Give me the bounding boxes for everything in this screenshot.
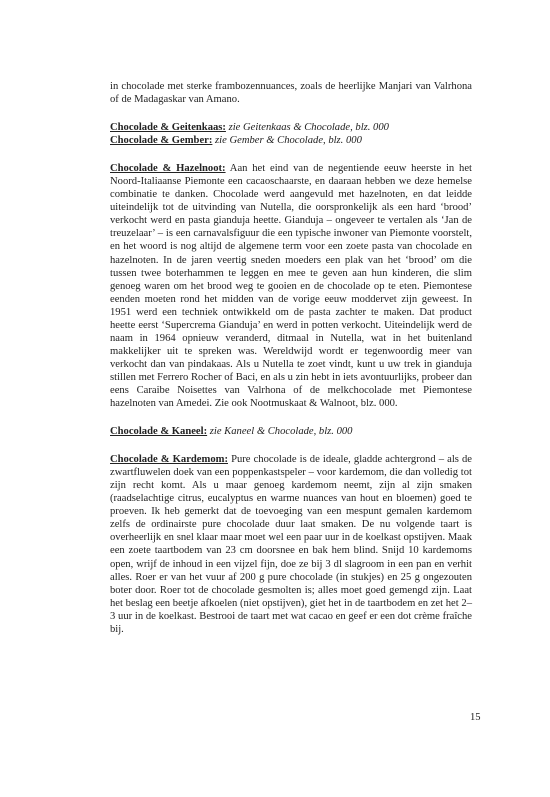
entry-kardemom: [110, 453, 472, 636]
entry-kaneel: [110, 425, 472, 438]
entry-term: Chocolade & Kardemom:: [110, 454, 228, 466]
entry-term: Chocolade & Hazelnoot:: [110, 163, 226, 175]
entry-geitenkaas: [110, 121, 472, 134]
paragraph-gap: [110, 410, 472, 425]
entry-term: Chocolade & Kaneel:: [110, 426, 208, 438]
entry-body: Aan het eind van de negentiende eeuw heerste in het Noord-Italiaanse Piemonte een cacaoschaarste, en daaraan hebben we deze hemelse combinatie te danken. Chocolade werd aangevuld met hazelnoten, en dat leidde uiteindelijk tot de uitvinding van Nutella, die oorspronkelijk als een hard ‘brood’ verkocht werd en pasta gianduja heette. Gianduja – ongeveer te vertalen als ‘Jan de treuzelaar’ – is een carnavalsfiguur die een typische inwoner van Piemonte voorstelt, en het woord is nog altijd de algemene term voor een zoete pasta van chocolade en hazelnoten. In de jaren veertig sneden moeders een plak van het ‘brood’ om die tussen twee boterhammen te leggen en mee te geven aan hun kinderen, die slim genoeg waren om het brood weg te gooien en de chocolade op te eten. Piemontese eenden moeten rond het midden van de vorige eeuw moddervet zijn geweest. In 1951 werd een techniek ontwikkeld om de pasta zachter te maken. Dat product heette eerst ‘Supercrema Gianduja’ en werd in potten verkocht. Uiteindelijk werd de naam in 1964 opnieuw veranderd, ditmaal in Nutella, wat in het buitenland makkelijker uit te spreken was. Wereldwijd wordt er tegenwoordig meer van verkocht dan van pindakaas. Als u Nutella te zoet vindt, kunt u uw trek in gianduja stillen met Ferrero Rocher of Baci, en als u zin hebt in iets avontuurlijks, probeer dan eens Caraibe Noisettes van Valrhona of de melkchocolade met Piemontese hazelnoten van Amedei. Zie ook Nootmuskaat & Walnoot, blz. 000.: [110, 163, 472, 410]
entry-hazelnoot: [110, 162, 472, 410]
entry-body: Pure chocolade is de ideale, gladde achtergrond – als de zwartfluwelen doek van een poppenkastspeler – voor kardemom, die dan volledig tot zijn recht komt. Als u maar genoeg kardemom neemt, zijn al zijn smaken (raadselachtige citrus, eucalyptus en warme nuances van hout en bloemen) goed te proeven. Ik heb gemerkt dat de toevoeging van een mespunt gemalen kardemom zelfs de ordinairste pure chocolade duur laat smaken. De nu volgende taart is overheerlijk en snel klaar maar moet wel een paar uur in de koelkast opstijven. Maak een zoete taartbodem van 23 cm doorsnee en bak hem blind. Snijd 10 kardemoms open, wrijf de inhoud in een vijzel fijn, doe ze bij 3 dl slagroom in een pan en verhit alles. Roer er van het vuur af 200 g pure chocolade (in stukjes) en 25 g ongezouten boter door. Roer tot de chocolade gesmolten is; alles moet goed gemengd zijn. Laat het beslag een beetje afkoelen (niet opstijven), giet het in de taartbodem en zet het 2–3 uur in de koelkast. Bestrooi de taart met wat cacao en geef er een dot crème fraîche bij.: [110, 454, 472, 635]
cross-reference: zie Gember & Chocolade, blz. 000: [215, 135, 362, 147]
entry-term: Chocolade & Gember:: [110, 135, 213, 147]
paragraph-gap: [110, 438, 472, 453]
entry-gember: [110, 134, 472, 147]
cross-reference: zie Kaneel & Chocolade, blz. 000: [209, 426, 353, 438]
cross-reference: zie Geitenkaas & Chocolade, blz. 000: [228, 122, 389, 134]
paragraph-gap: [110, 147, 472, 162]
paragraph-gap: [110, 106, 472, 121]
entry-term: Chocolade & Geitenkaas:: [110, 122, 226, 134]
page-number: 15: [470, 712, 481, 723]
intro-paragraph: in chocolade met sterke frambozennuances, zoals de heerlijke Manjari van Valrhona of de Madagaskar van Amano.: [110, 81, 472, 106]
